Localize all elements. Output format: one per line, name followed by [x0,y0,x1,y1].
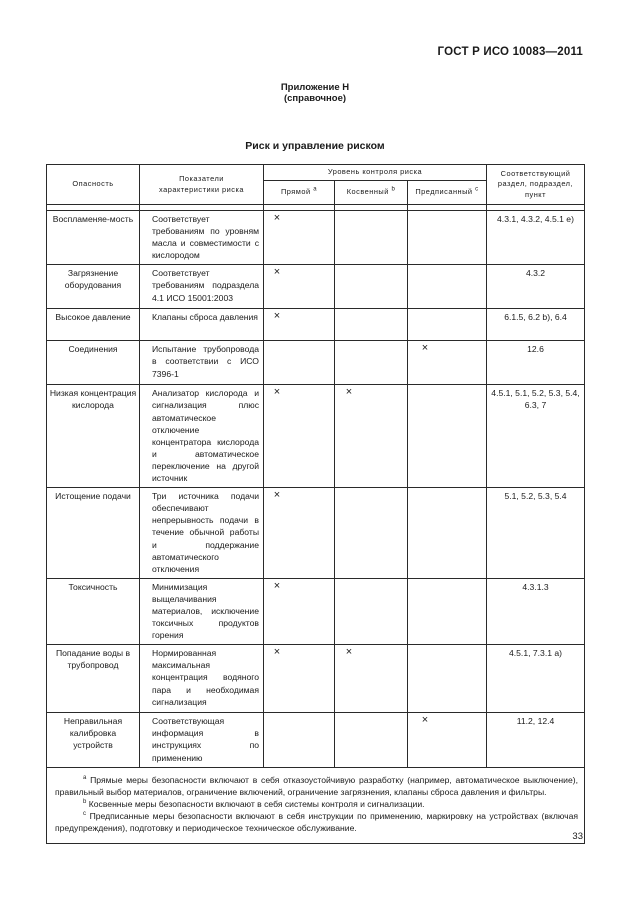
section-cell: 4.5.1, 5.1, 5.2, 5.3, 5.4, 6.3, 7 [487,385,585,488]
section-cell: 11.2, 12.4 [487,713,585,767]
indirect-cell: × [335,385,408,488]
table-row [47,385,585,488]
section-cell: 4.5.1, 7.3.1 a) [487,645,585,713]
header-hazard: Опасность [47,165,140,205]
direct-cell: × [264,578,335,644]
table-row [47,309,585,341]
indirect-cell [335,578,408,644]
indicator-cell: Испытание трубопровода в соответствии с ИСО 7396-1 [140,341,264,385]
hazard-cell: Истощение подачи [47,488,140,579]
indirect-cell [335,309,408,341]
footnote: $^b$ Косвенные меры безопасности включают в себя системы контроля и сигнализации. [83,798,425,809]
annex-subtitle: (справочное) [283,93,347,104]
hazard-cell: Низкая концентрация кислорода [47,385,140,488]
hazard-cell: Высокое давление [47,309,140,341]
notes-row [47,767,585,843]
hazard-cell: Неправильная калибровка устройств [47,713,140,767]
table-row [47,341,585,385]
prescribed-cell [408,309,487,341]
indicator-cell: Клапаны сброса давления [140,309,264,341]
indicator-cell: Нормированная максимальная концентрация водяного пара и необходимая сигнализация [140,645,264,713]
footnote: $^c$ Предписанные меры безопасности включают в себя инструкции по применению, маркировку на устройствах (включая предупреждения), подготовку и периодическое техническое обслуживание. [55,810,578,833]
section-cell: 6.1.5, 6.2 b), 6.4 [487,309,585,341]
indirect-cell [335,713,408,767]
prescribed-cell [408,578,487,644]
indirect-cell [335,488,408,579]
direct-cell: × [264,645,335,713]
section-cell: 12.6 [487,341,585,385]
prescribed-cell [408,645,487,713]
hazard-cell: Загрязнение оборудования [47,265,140,309]
hazard-cell: Токсичность [47,578,140,644]
hazard-cell: Соединения [47,341,140,385]
document-code: ГОСТ Р ИСО 10083—2011 [437,46,583,58]
indicator-cell: Соответствует требованиям по уровням масла и совместимости с кислородом [140,211,264,265]
table-row [47,578,585,644]
prescribed-cell: × [408,713,487,767]
table-row [47,211,585,265]
section-cell: 4.3.1, 4.3.2, 4.5.1 е) [487,211,585,265]
risk-table [46,164,585,844]
table-title: Риск и управление риском [245,140,385,152]
table-row [47,265,585,309]
direct-cell: × [264,385,335,488]
indirect-cell [335,341,408,385]
header-section: Соответствующий раздел, подраздел, пункт [487,165,585,205]
section-cell: 5.1, 5.2, 5.3, 5.4 [487,488,585,579]
indicator-cell: Анализатор кислорода и сигнализация плюс автоматическое отключение концентратора кислорода и автоматическое переключение на другой источник [140,385,264,488]
indicator-cell: Три источника подачи обеспечивают непрерывность подачи в течение обычной работы и поддержание автоматического отключения [140,488,264,579]
direct-cell [264,713,335,767]
prescribed-cell [408,265,487,309]
table-notes [47,767,585,843]
hazard-cell: Воспламеняе-мость [47,211,140,265]
prescribed-cell: × [408,341,487,385]
direct-cell: × [264,488,335,579]
indirect-cell: × [335,645,408,713]
direct-cell: × [264,309,335,341]
header-direct: Прямой $^a$ [264,181,335,205]
prescribed-cell [408,211,487,265]
header-indicators: Показатели характеристики риска [140,165,264,205]
indirect-cell [335,265,408,309]
direct-cell: × [264,265,335,309]
header-control-level: Уровень контроля риска [264,165,487,181]
indicator-cell: Соответствует требованиям подраздела 4.1 ИСО 15001:2003 [140,265,264,309]
table-row [47,488,585,579]
direct-cell: × [264,211,335,265]
section-cell: 4.3.1.3 [487,578,585,644]
table-row [47,645,585,713]
annex-heading [0,82,630,104]
hazard-cell: Попадание воды в трубопровод [47,645,140,713]
section-cell: 4.3.2 [487,265,585,309]
annex-title: Приложение Н [280,82,350,93]
prescribed-cell [408,385,487,488]
header-indirect: Косвенный $^b$ [335,181,408,205]
table-row [47,713,585,767]
direct-cell [264,341,335,385]
footnote: $^a$ Прямые меры безопасности включают в себя отказоустойчивую разработку (например, автоматическое выключение), правильный выбор материалов, ограничение включений, ограничение загрязнения, клапаны сброса давления и фильтры. [55,774,579,797]
indirect-cell [335,211,408,265]
indicator-cell: Минимизация выщелачивания материалов, исключение токсичных продуктов горения [140,578,264,644]
header-prescribed: Предписанный $^c$ [408,181,487,205]
prescribed-cell [408,488,487,579]
page-number: 33 [572,831,583,842]
indicator-cell: Соответствующая информация в инструкциях по применению [140,713,264,767]
